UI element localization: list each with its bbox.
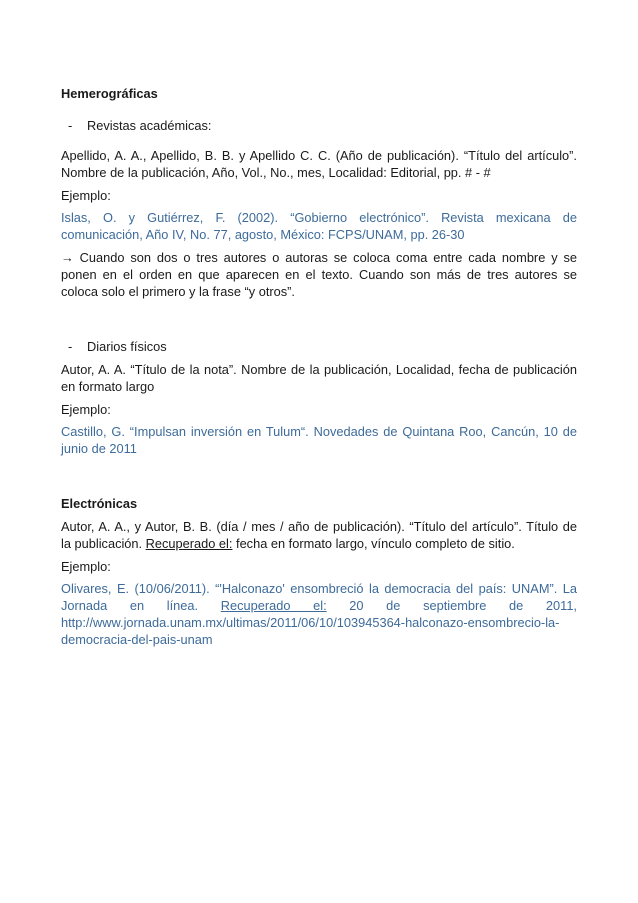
bullet-diarios <box>61 338 577 355</box>
heading-electronicas: Electrónicas <box>61 496 138 511</box>
electronicas-example-line-1: Olivares, E. (10/06/2011). “'Halconazo' ensombreció la democracia del país: UNAM”. La <box>61 581 577 596</box>
diarios-example-line-1: Castillo, G. “Impulsan inversión en Tulum“. Novedades de Quintana Roo, Cancún, 10 de <box>61 424 577 439</box>
note-line-3: coloca solo el primero y la frase “y otros”. <box>61 284 295 299</box>
diarios-format-line-2: en formato largo <box>61 379 155 394</box>
electronicas-example-line-2-end: 20 de septiembre de 2011, <box>326 598 577 613</box>
electronicas-example-line-2 <box>61 597 577 614</box>
bullet-diarios-label: Diarios físicos <box>87 339 167 354</box>
diarios-format-line-1: Autor, A. A. “Título de la nota”. Nombre de la publicación, Localidad, fecha de publicación <box>61 362 577 377</box>
revistas-example-line-1: Islas, O. y Gutiérrez, F. (2002). “Gobierno electrónico”. Revista mexicana de <box>61 210 577 225</box>
electronicas-example-url-line-2: democracia-del-pais-unam <box>61 632 213 647</box>
electronicas-ejemplo-label: Ejemplo: <box>61 559 111 574</box>
note-line-2: ponen en el orden en que aparecen en el texto. Cuando son más de tres autores se <box>61 267 577 282</box>
electronicas-format-line-2-end: fecha en formato largo, vínculo completo de sitio. <box>232 536 515 551</box>
electronicas-format-line-2-start: la publicación. <box>61 536 146 551</box>
recuperado-el-label: Recuperado el: <box>145 536 233 551</box>
electronicas-format-line-1: Autor, A. A., y Autor, B. B. (día / mes / año de publicación). “Título del artículo”. Título de <box>61 519 577 534</box>
revistas-ejemplo-label: Ejemplo: <box>61 188 111 203</box>
bullet-dash: - <box>68 118 73 133</box>
bullet-revistas <box>61 117 577 134</box>
revistas-example-line-2: comunicación, Año IV, No. 77, agosto, México: FCPS/UNAM, pp. 26-30 <box>61 227 465 242</box>
revistas-format-line-1: Apellido, A. A., Apellido, B. B. y Apellido C. C. (Año de publicación). “Título del artículo”. <box>61 148 577 163</box>
document-page <box>61 85 577 648</box>
diarios-example-line-2: junio de 2011 <box>61 441 137 456</box>
bullet-revistas-label: Revistas académicas: <box>87 118 212 133</box>
bullet-dash: - <box>68 339 73 354</box>
electronicas-format-line-2 <box>61 535 577 552</box>
diarios-ejemplo-label: Ejemplo: <box>61 402 111 417</box>
electronicas-example-url-line-1: http://www.jornada.unam.mx/ultimas/2011/06/10/103945364-halconazo-ensombrecio-la- <box>61 615 560 630</box>
revistas-format-line-2: Nombre de la publicación, Año, Vol., No., mes, Localidad: Editorial, pp. # - # <box>61 165 491 180</box>
note-line-1: → Cuando son dos o tres autores o autoras se coloca coma entre cada nombre y se <box>61 250 577 265</box>
heading-hemerograficas: Hemerográficas <box>61 86 158 101</box>
example-recuperado-el-label: Recuperado el: <box>220 598 327 613</box>
electronicas-example-line-2-start: Jornada en línea. <box>61 598 221 613</box>
